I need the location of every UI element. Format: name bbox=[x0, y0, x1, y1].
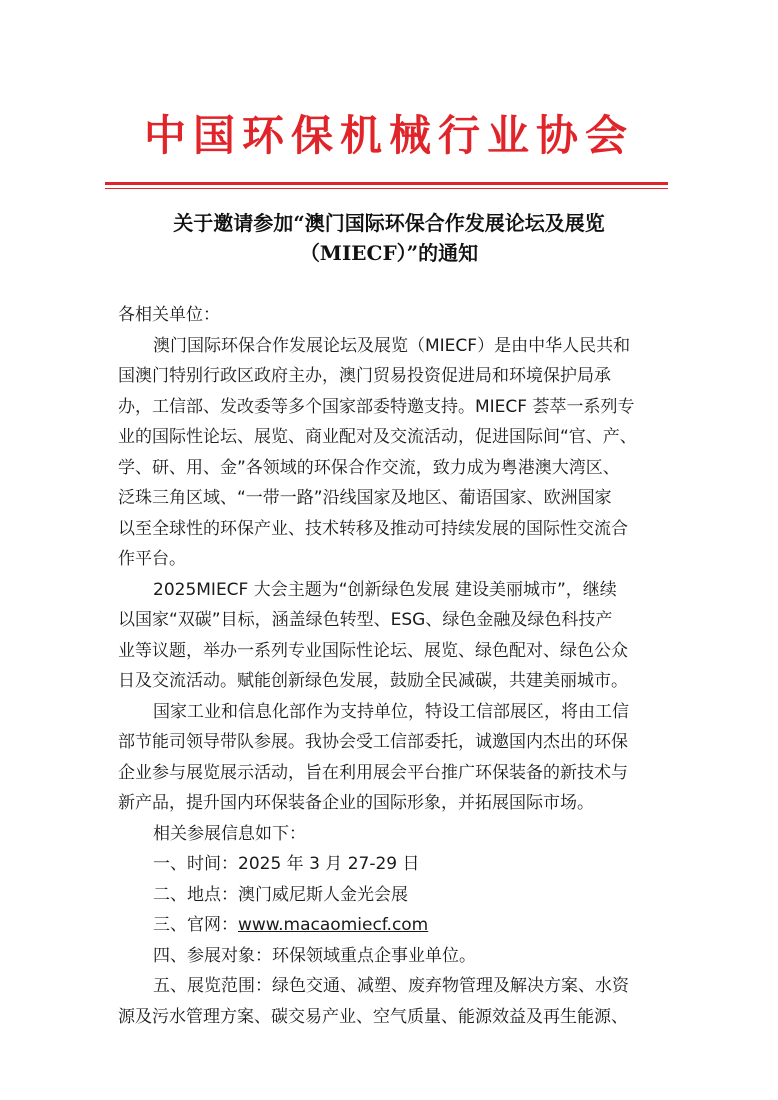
paragraph-line: 日及交流活动。赋能创新绿色发展，鼓励全民减碳，共建美丽城市。 bbox=[118, 671, 628, 691]
paragraph-line: 以国家“双碳”目标，涵盖绿色转型、ESG、绿色金融及绿色科技产 bbox=[118, 610, 613, 630]
paragraph-line: 业的国际性论坛、展览、商业配对及交流活动，促进国际间“官、产、 bbox=[118, 427, 637, 447]
paragraph-line: 业等议题，举办一系列专业国际性论坛、展览、绿色配对、绿色公众 bbox=[118, 640, 628, 661]
paragraph-3 bbox=[118, 697, 668, 819]
paragraph-line: 作平台。 bbox=[118, 549, 186, 569]
notice-title-line-2: （MIECF）”的通知 bbox=[299, 241, 479, 265]
notice-title bbox=[110, 208, 668, 268]
info-item-website bbox=[118, 910, 668, 941]
paragraph-1 bbox=[118, 331, 668, 575]
letterhead-org-name: 中国环保机械行业协会 bbox=[143, 111, 634, 160]
info-item-scope: 五、展览范围：绿色交通、减塑、废弃物管理及解决方案、水资 bbox=[153, 976, 629, 996]
paragraph-line: 澳门国际环保合作发展论坛及展览（MIECF）是由中华人民共和 bbox=[153, 335, 631, 356]
paragraph-line: 新产品，提升国内环保装备企业的国际形象，并拓展国际市场。 bbox=[118, 793, 594, 813]
info-item-website-label: 三、官网： bbox=[153, 915, 238, 935]
info-intro: 相关参展信息如下： bbox=[153, 823, 306, 844]
notice-title-line-1: 关于邀请参加“澳门国际环保合作发展论坛及展览 bbox=[173, 211, 605, 235]
info-item-time: 一、时间：2025 年 3 月 27-29 日 bbox=[153, 854, 420, 874]
paragraph-line: 学、研、用、金”各领域的环保合作交流，致力成为粤港澳大湾区、 bbox=[118, 457, 620, 478]
paragraph-line: 企业参与展览展示活动，旨在利用展会平台推广环保装备的新技术与 bbox=[118, 762, 628, 783]
paragraph-line: 以至全球性的环保产业、技术转移及推动可持续发展的国际性交流合 bbox=[118, 518, 628, 539]
info-item-participants: 四、参展对象：环保领域重点企事业单位。 bbox=[153, 945, 476, 966]
paragraph-line: 2025MIECF 大会主题为“创新绿色发展 建设美丽城市”，继续 bbox=[153, 579, 617, 600]
salutation: 各相关单位： bbox=[118, 305, 220, 325]
paragraph-2 bbox=[118, 575, 668, 697]
paragraph-line: 泛珠三角区域、“一带一路”沿线国家及地区、葡语国家、欧洲国家 bbox=[118, 488, 612, 508]
notice-body bbox=[118, 300, 668, 1032]
paragraph-line: 国家工业和信息化部作为支持单位，特设工信部展区，将由工信 bbox=[153, 701, 629, 722]
website-link[interactable]: www.macaomiecf.com bbox=[238, 915, 429, 935]
paragraph-line: 国澳门特别行政区政府主办，澳门贸易投资促进局和环境保护局承 bbox=[118, 366, 611, 386]
info-item-location: 二、地点：澳门威尼斯人金光会展 bbox=[153, 884, 408, 905]
letterhead-rule-thin bbox=[105, 188, 668, 189]
letterhead-rule-thick bbox=[105, 182, 668, 185]
info-item-scope-continued: 源及污水管理方案、碳交易产业、空气质量、能源效益及再生能源、 bbox=[118, 1006, 628, 1027]
paragraph-line: 部节能司领导带队参展。我协会受工信部委托，诚邀国内杰出的环保 bbox=[118, 732, 628, 752]
paragraph-line: 办，工信部、发改委等多个国家部委特邀支持。MIECF 荟萃一系列专 bbox=[118, 396, 635, 417]
